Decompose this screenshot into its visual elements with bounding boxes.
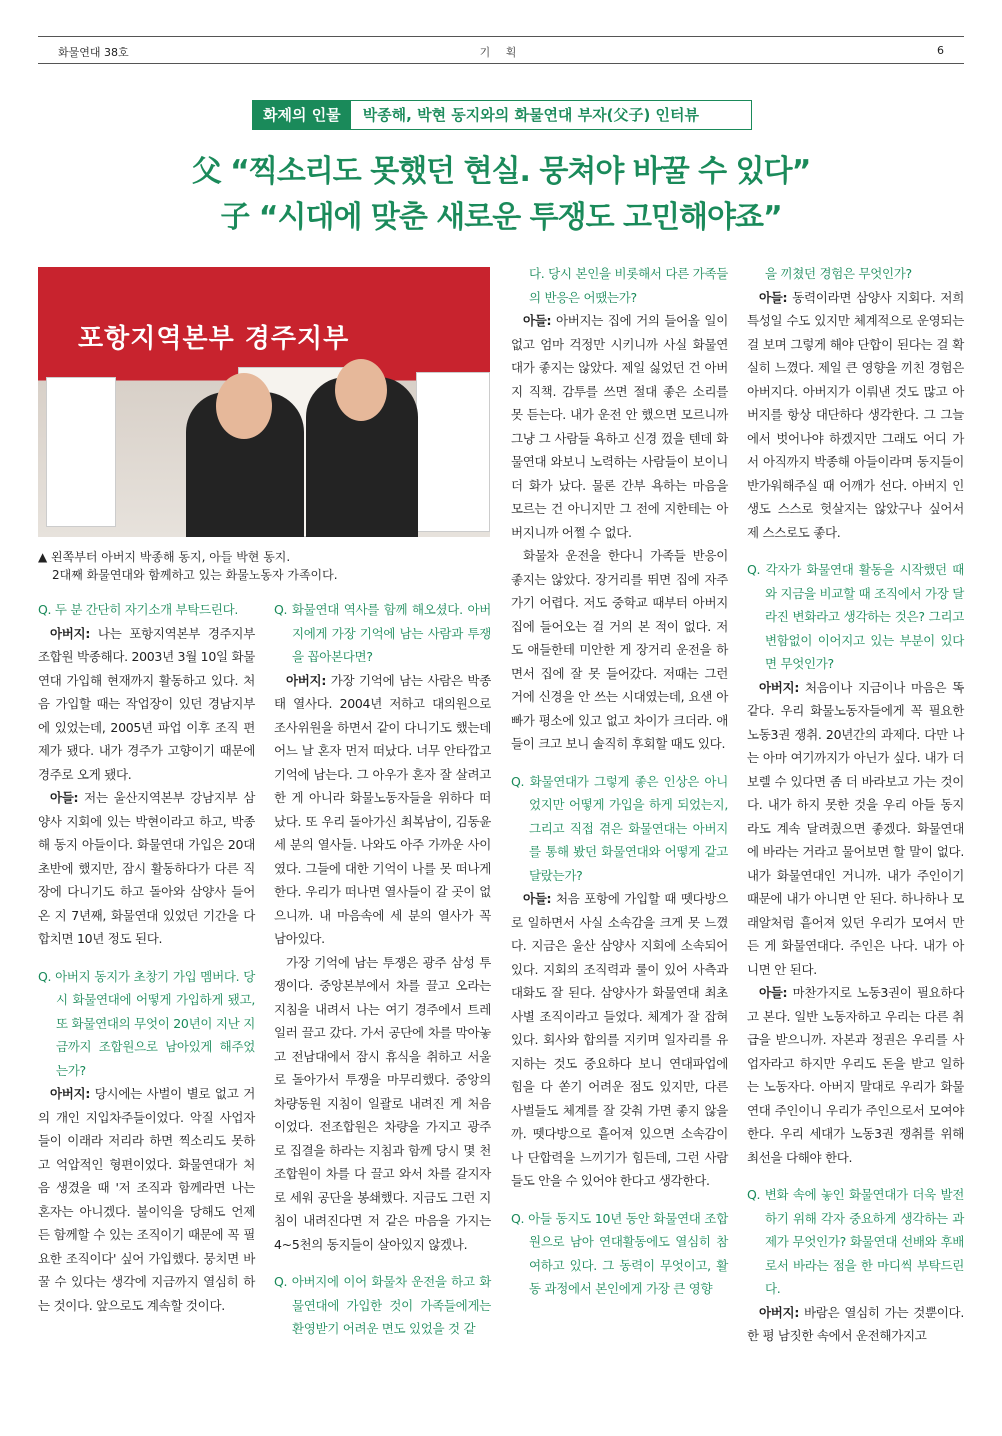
column-3 xyxy=(511,262,728,1301)
son-head xyxy=(335,359,387,421)
answer-text: 가장 기억에 남는 투쟁은 광주 삼성 투쟁이다. 중앙본부에서 차를 끌고 오라는 지침을 내려서 나는 여기 경주에서 트레일러 끌고 갔다. 가서 공단에 차를 막아놓고 전남대에서 잠시 휴식을 취하고 서울로 돌아가서 투쟁을 마무리했다. 중앙의 차량동원 지침이 일괄로 내려진 게 처음이었다. 전조합원은 차량을 가지고 광주로 집결을 하라는 지침과 함께 당시 몇 천 조합원이 차를 다 끌고 와서 차를 갈지자로 세워 공단을 봉쇄했다. 지금도 그런 지침이 내려진다면 저 같은 마음을 가지는 4~5천의 동지들이 살아있지 않겠나. xyxy=(274,954,491,1252)
answer-text: 저는 울산지역본부 강남지부 삼양사 지회에 있는 박현이라고 하고, 박종해 동지 아들이다. 화물연대 가입은 20대 초반에 했지만, 잠시 활동하다가 다른 직장에 다니기도 하고 돌아와 삼양사 들어온 지 7년째, 화물연대 있었던 기간을 다 합치면 10년 정도 된다. xyxy=(38,790,255,946)
speaker-label: 아들: xyxy=(523,891,552,906)
column-1 xyxy=(38,598,255,1317)
answer-text: 마찬가지로 노동3권이 필요하다고 본다. 일반 노동자하고 우리는 다른 취급을 받으니까. 자본과 정권은 우리를 사업자라고 하지만 우리도 돈을 받고 일하는 노동자다. 아버지 말대로 우리가 화물연대 주인이니 우리가 주인으로서 모여야 한다. 우리 세대가 노동3권 쟁취를 위해 최선을 다해야 한다. xyxy=(747,985,964,1165)
speaker-label: 아들: xyxy=(50,790,79,805)
question: Q. 아버지에 이어 화물차 운전을 하고 화물연대에 가입한 것이 가족들에게는 환영받기 어려운 면도 있었을 것 같 xyxy=(274,1274,491,1336)
column-2 xyxy=(274,598,491,1341)
section-label: 기 획 xyxy=(479,46,523,59)
question: Q. 각자가 화물연대 활동을 시작했던 때와 지금을 비교할 때 조직에서 가장 달라진 변화라고 생각하는 것은? 그리고 변함없이 이어지고 있는 부분이 있다면 무엇인가? xyxy=(747,562,964,671)
answer xyxy=(511,887,728,1193)
answer xyxy=(747,676,964,982)
question: Q. 두 분 간단히 자기소개 부탁드린다. xyxy=(38,602,239,617)
photo-caption xyxy=(38,548,498,584)
question: Q. 아들 동지도 10년 동안 화물연대 조합원으로 남아 연대활동에도 열심히 참여하고 있다. 그 동력이 무엇이고, 활동 과정에서 본인에게 가장 큰 영향 xyxy=(511,1210,728,1296)
answer-text: 나는 포항지역본부 경주지부 조합원 박종해다. 2003년 3월 10일 화물연대 가입해 현재까지 활동하고 있다. 처음 가입할 때는 작업장이 있던 경남지부에 있었는데, 2005년 파업 이후 조직 편제가 됐다. 내가 경주가 고향이기 때문에 경주로 오게 됐다. xyxy=(38,625,255,782)
speaker-label: 아버지: xyxy=(759,1304,800,1320)
column-4 xyxy=(747,262,964,1348)
speaker-label: 아버지: xyxy=(759,679,800,695)
photo-banner-text: 포항지역본부 경주지부 xyxy=(78,324,350,354)
headline-father: 父 “찍소리도 못했던 현실. 뭉쳐야 바꿀 수 있다” xyxy=(191,154,811,189)
page-number: 6 xyxy=(937,44,944,57)
poster xyxy=(46,377,116,527)
feature-tagline xyxy=(252,100,752,130)
answer xyxy=(38,1082,255,1317)
answer xyxy=(511,309,728,544)
issue-label: 화물연대 38호 xyxy=(58,46,129,59)
speaker-label: 아들: xyxy=(759,985,788,1000)
question-continued: 을 끼쳤던 경험은 무엇인가? xyxy=(765,266,912,281)
caption-line-1: ▲ 왼쪽부터 아버지 박종해 동지, 아들 박현 동지. xyxy=(38,550,291,564)
caption-line-2: 2대째 화물연대와 함께하고 있는 화물노동자 가족이다. xyxy=(52,568,338,582)
speaker-label: 아버지: xyxy=(286,672,327,688)
speaker-label: 아들: xyxy=(523,313,552,328)
interview-photo xyxy=(38,267,490,537)
speaker-label: 아버지: xyxy=(50,1086,91,1101)
question: Q. 변화 속에 놓인 화물연대가 더욱 발전하기 위해 각자 중요하게 생각하는 과제가 무엇인가? 화물연대 선배와 후배로서 바라는 점을 한 마디씩 부탁드린다. xyxy=(747,1187,964,1296)
speaker-label: 아들: xyxy=(759,289,788,305)
answer xyxy=(274,669,491,951)
tagline-text: 박종해, 박현 동지와의 화물연대 부자(父子) 인터뷰 xyxy=(362,106,700,124)
poster xyxy=(416,372,490,532)
answer-text: 처음 포항에 가입할 때 뗏다방으로 일하면서 사실 소속감을 크게 못 느꼈다. 지금은 울산 삼양사 지회에 소속되어 있다. 지회의 조직력과 룰이 있어 사측과 대화도 잘 된다. 삼양사가 화물연대 최초 사별 조직이라고 들었다. 체계가 잘 잡혀 있다. 회사와 합의를 지키며 일자리를 유지하는 것도 중요하다 보니 연대파업에 힘을 다 쏟기 어려운 점도 있지만, 다른 사벌들도 체계를 잘 갖춰 가면 좋지 않을까. 뗏다방으로 흩어져 있으면 소속감이나 단합력을 느끼기가 힘든데, 그런 사람들도 안을 수 있어야 한다고 생각한다. xyxy=(511,891,728,1188)
question: Q. 화물연대가 그렇게 좋은 인상은 아니었지만 어떻게 가입을 하게 되었는지, 그리고 직접 겪은 화물연대는 아버지를 통해 봤던 화물연대와 어떻게 같고 달랐는가? xyxy=(511,773,728,883)
father-head xyxy=(216,373,272,439)
page-header xyxy=(38,36,964,64)
answer-text: 아버지는 집에 거의 들어올 일이 없고 엄마 걱정만 시키니까 사실 화물연대가 좋지는 않았다. 제일 싫었던 건 아버지 직책. 감투를 쓰면 절대 좋은 소리를 못 듣는다. 내가 운전 안 했으면 모르니까 그냥 그 사람들 욕하고 신경 껐을 텐데 화물연대 와보니 노력하는 사람들이 보이니 더 화가 났다. 물론 간부 욕하는 마음을 모르는 건 아니지만 그 전에 지한테는 아버지니까 어쩔 수 없다. xyxy=(511,313,728,540)
answer xyxy=(747,981,964,1169)
question-continued: 다. 당시 본인을 비롯해서 다른 가족들의 반응은 어땠는가? xyxy=(529,266,728,305)
question: Q. 아버지 동지가 초창기 가입 멤버다. 당시 화물연대에 어떻게 가입하게 됐고, 또 화물연대의 무엇이 20년이 지난 지금까지 조합원으로 남아있게 해주었는가? xyxy=(38,968,255,1078)
answer-text: 바람은 열심히 가는 것뿐이다. 한 평 남짓한 속에서 운전해가지고 xyxy=(747,1304,964,1343)
answer xyxy=(747,286,964,545)
answer xyxy=(747,1301,964,1348)
answer-text: 처음이나 지금이나 마음은 똑같다. 우리 화물노동자들에게 꼭 필요한 노동3권 쟁취. 20년간의 과제다. 다만 나는 아마 여기까지가 아닌가 싶다. 내가 더 보렐 수 있다면 좀 더 바라보고 가는 것이다. 내가 하지 못한 것을 우리 아들 동지라도 계속 달려줬으면 좋겠다. 화물연대에 바라는 거라고 물어보면 할 말이 없다. 내가 화물연대인 거니까. 내가 주인이기 때문에 내가 아니면 안 된다. 하나하나 모래알처럼 흩어져 있던 우리가 모여서 만든 게 화물연대다. 주인은 나다. 내가 아니면 안 된다. xyxy=(747,679,964,977)
question: Q. 화물연대 역사를 함께 해오셨다. 아버지에게 가장 기억에 남는 사람과 투쟁을 꼽아본다면? xyxy=(274,602,491,664)
speaker-label: 아버지: xyxy=(50,625,91,641)
headline-son: 子 “시대에 맞춘 새로운 투쟁도 고민해야죠” xyxy=(220,200,782,235)
tagline-label: 화제의 인물 xyxy=(253,101,351,129)
answer-text: 화물차 운전을 한다니 가족들 반응이 좋지는 않았다. 장거리를 뛰면 집에 자주 가기 어렵다. 저도 중학교 때부터 아버지 집에 들어오는 걸 거의 본 적이 없다. 저도 애들한테 미안한 게 장거리 운전을 하면서 집에 잘 못 들어갔다. 저때는 그런 거에 신경을 안 쓰는 시대였는데, 요샌 아빠가 평소에 있고 없고 차이가 크더라. 애들이 크고 보니 솔직히 후회할 때도 있다. xyxy=(511,548,728,751)
answer-text: 동력이라면 삼양사 지회다. 저희 특성일 수도 있지만 체계적으로 운영되는 걸 보며 그렇게 해야 단합이 된다는 걸 확실히 느꼈다. 제일 큰 영향을 끼친 경험은 아버지다. 아버지가 이뤄낸 것도 많고 아버지를 항상 대단하다 생각한다. 그 그늘에서 벗어나야 하겠지만 그래도 어디 가서 아직까지 박종해 아들이라며 동지들이 반가워해주실 때 어깨가 선다. 아버지 인생도 스스로 헛살지는 않았구나 싶어서 제 스스로도 좋다. xyxy=(747,289,964,540)
answer xyxy=(38,622,255,787)
answer-text: 가장 기억에 남는 사람은 박종태 열사다. 2004년 저하고 대의원으로 조사위원을 하면서 같이 다니기도 했는데 어느 날 혼자 먼저 떠났다. 너무 안타깝고 기억에 남는다. 그 아우가 혼자 잘 살려고 한 게 아니라 화물노동자들을 위하다 떠났다. 또 우리 돌아가신 최복남이, 김동윤 세 분의 열사들. 나와도 아주 가까운 사이였다. 그들에 대한 기억이 나를 못 떠나게 한다. 우리가 떠나면 열사들이 갈 곳이 없으니까. 내 마음속에 세 분의 열사가 꼭 남아있다. xyxy=(274,672,491,946)
answer-text: 당시에는 사벌이 별로 없고 거의 개인 지입차주들이었다. 악질 사업자들이 이래라 저리라 하면 찍소리도 못하고 억압적인 형편이었다. 화물연대가 처음 생겼을 때 '저 조직과 함께라면 나는 혼자는 아니겠다. 불이익을 당해도 언제든 함께할 수 있는 조직이기 때문에 꼭 필요한 조직이다' 싶어 가입했다. 뭉치면 바꿀 수 있다는 생각에 지금까지 열심히 하는 것이다. 앞으로도 계속할 것이다. xyxy=(38,1086,255,1313)
answer xyxy=(38,786,255,951)
